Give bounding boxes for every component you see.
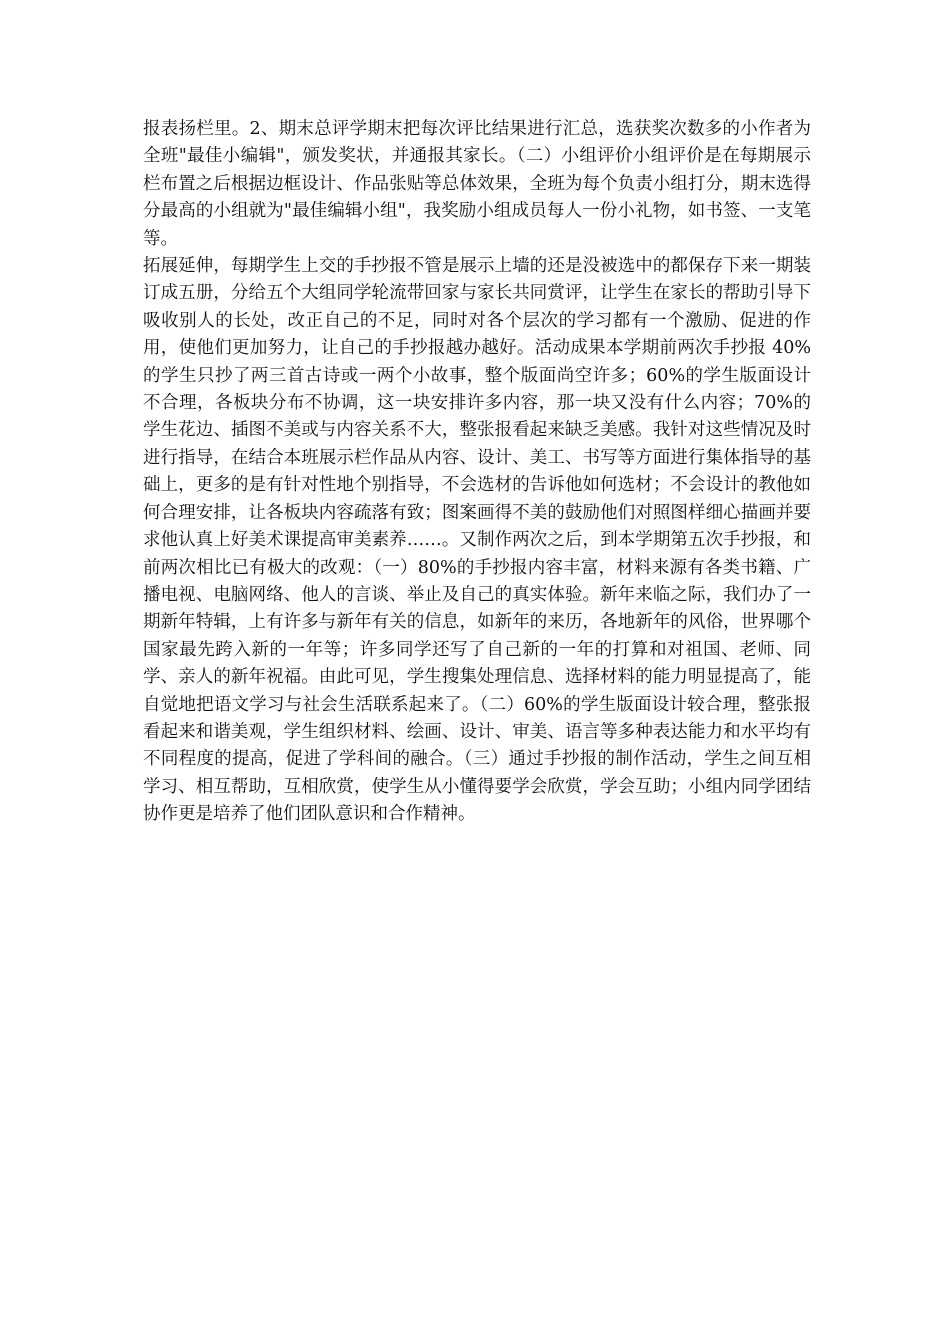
paragraph-extension-results: 拓展延伸，每期学生上交的手抄报不管是展示上墙的还是没被选中的都保存下来一期装订成五册，分给五个大组同学轮流带回家与家长共同赏评，让学生在家长的帮助引导下吸收别人的长处，改正自己的不足，同时对各个层次的学习都有一个激励、促进的作用，使他们更加努力，让自己的手抄报越办越好。活动成果本学期前两次手抄报 40%的学生只抄了两三首古诗或一两个小故事，整个版面尚空许多；60%的学生版面设计不合理，各板块分布不协调，这一块安排许多内容，那一块又没有什么内容；70%的学生花边、插图不美或与内容关系不大，整张报看起来缺乏美感。我针对这些情况及时进行指导，在结合本班展示栏作品从内容、设计、美工、书写等方面进行集体指导的基础上，更多的是有针对性地个别指导，不会选材的告诉他如何选材；不会设计的教他如何合理安排，让各板块内容疏落有致；图案画得不美的鼓励他们对照图样细心描画并要求他认真上好美术课提高审美素养……。又制作两次之后，到本学期第五次手抄报，和前两次相比已有极大的改观：（一）80%的手抄报内容丰富，材料来源有各类书籍、广播电视、电脑网络、他人的言谈、举止及自己的真实体验。新年来临之际，我们办了一期新年特辑，上有许多与新年有关的信息，如新年的来历，各地新年的风俗，世界哪个国家最先跨入新的一年等；许多同学还写了自己新的一年的打算和对祖国、老师、同学、亲人的新年祝福。由此可见，学生搜集处理信息、选择材料的能力明显提高了，能自觉地把语文学习与社会生活联系起来了。（二）60%的学生版面设计较合理，整张报看起来和谐美观，学生组织材料、绘画、设计、审美、语言等多种表达能力和水平均有不同程度的提高，促进了学科间的融合。（三）通过手抄报的制作活动，学生之间互相学习、相互帮助，互相欣赏，使学生从小懂得要学会欣赏，学会互助；小组内同学团结协作更是培养了他们团队意识和合作精神。 xyxy=(143,256,811,825)
paragraph-evaluation: 报表扬栏里。2、期末总评学期末把每次评比结果进行汇总，选获奖次数多的小作者为全班"最佳小编辑"，颁发奖状，并通报其家长。（二）小组评价小组评价是在每期展示栏布置之后根据边框设计、作品张贴等总体效果，全班为每个负责小组打分，期末选得分最高的小组就为"最佳编辑小组"，我奖励小组成员每人一份小礼物，如书签、一支笔等。 xyxy=(143,119,811,249)
document-body xyxy=(143,116,811,829)
